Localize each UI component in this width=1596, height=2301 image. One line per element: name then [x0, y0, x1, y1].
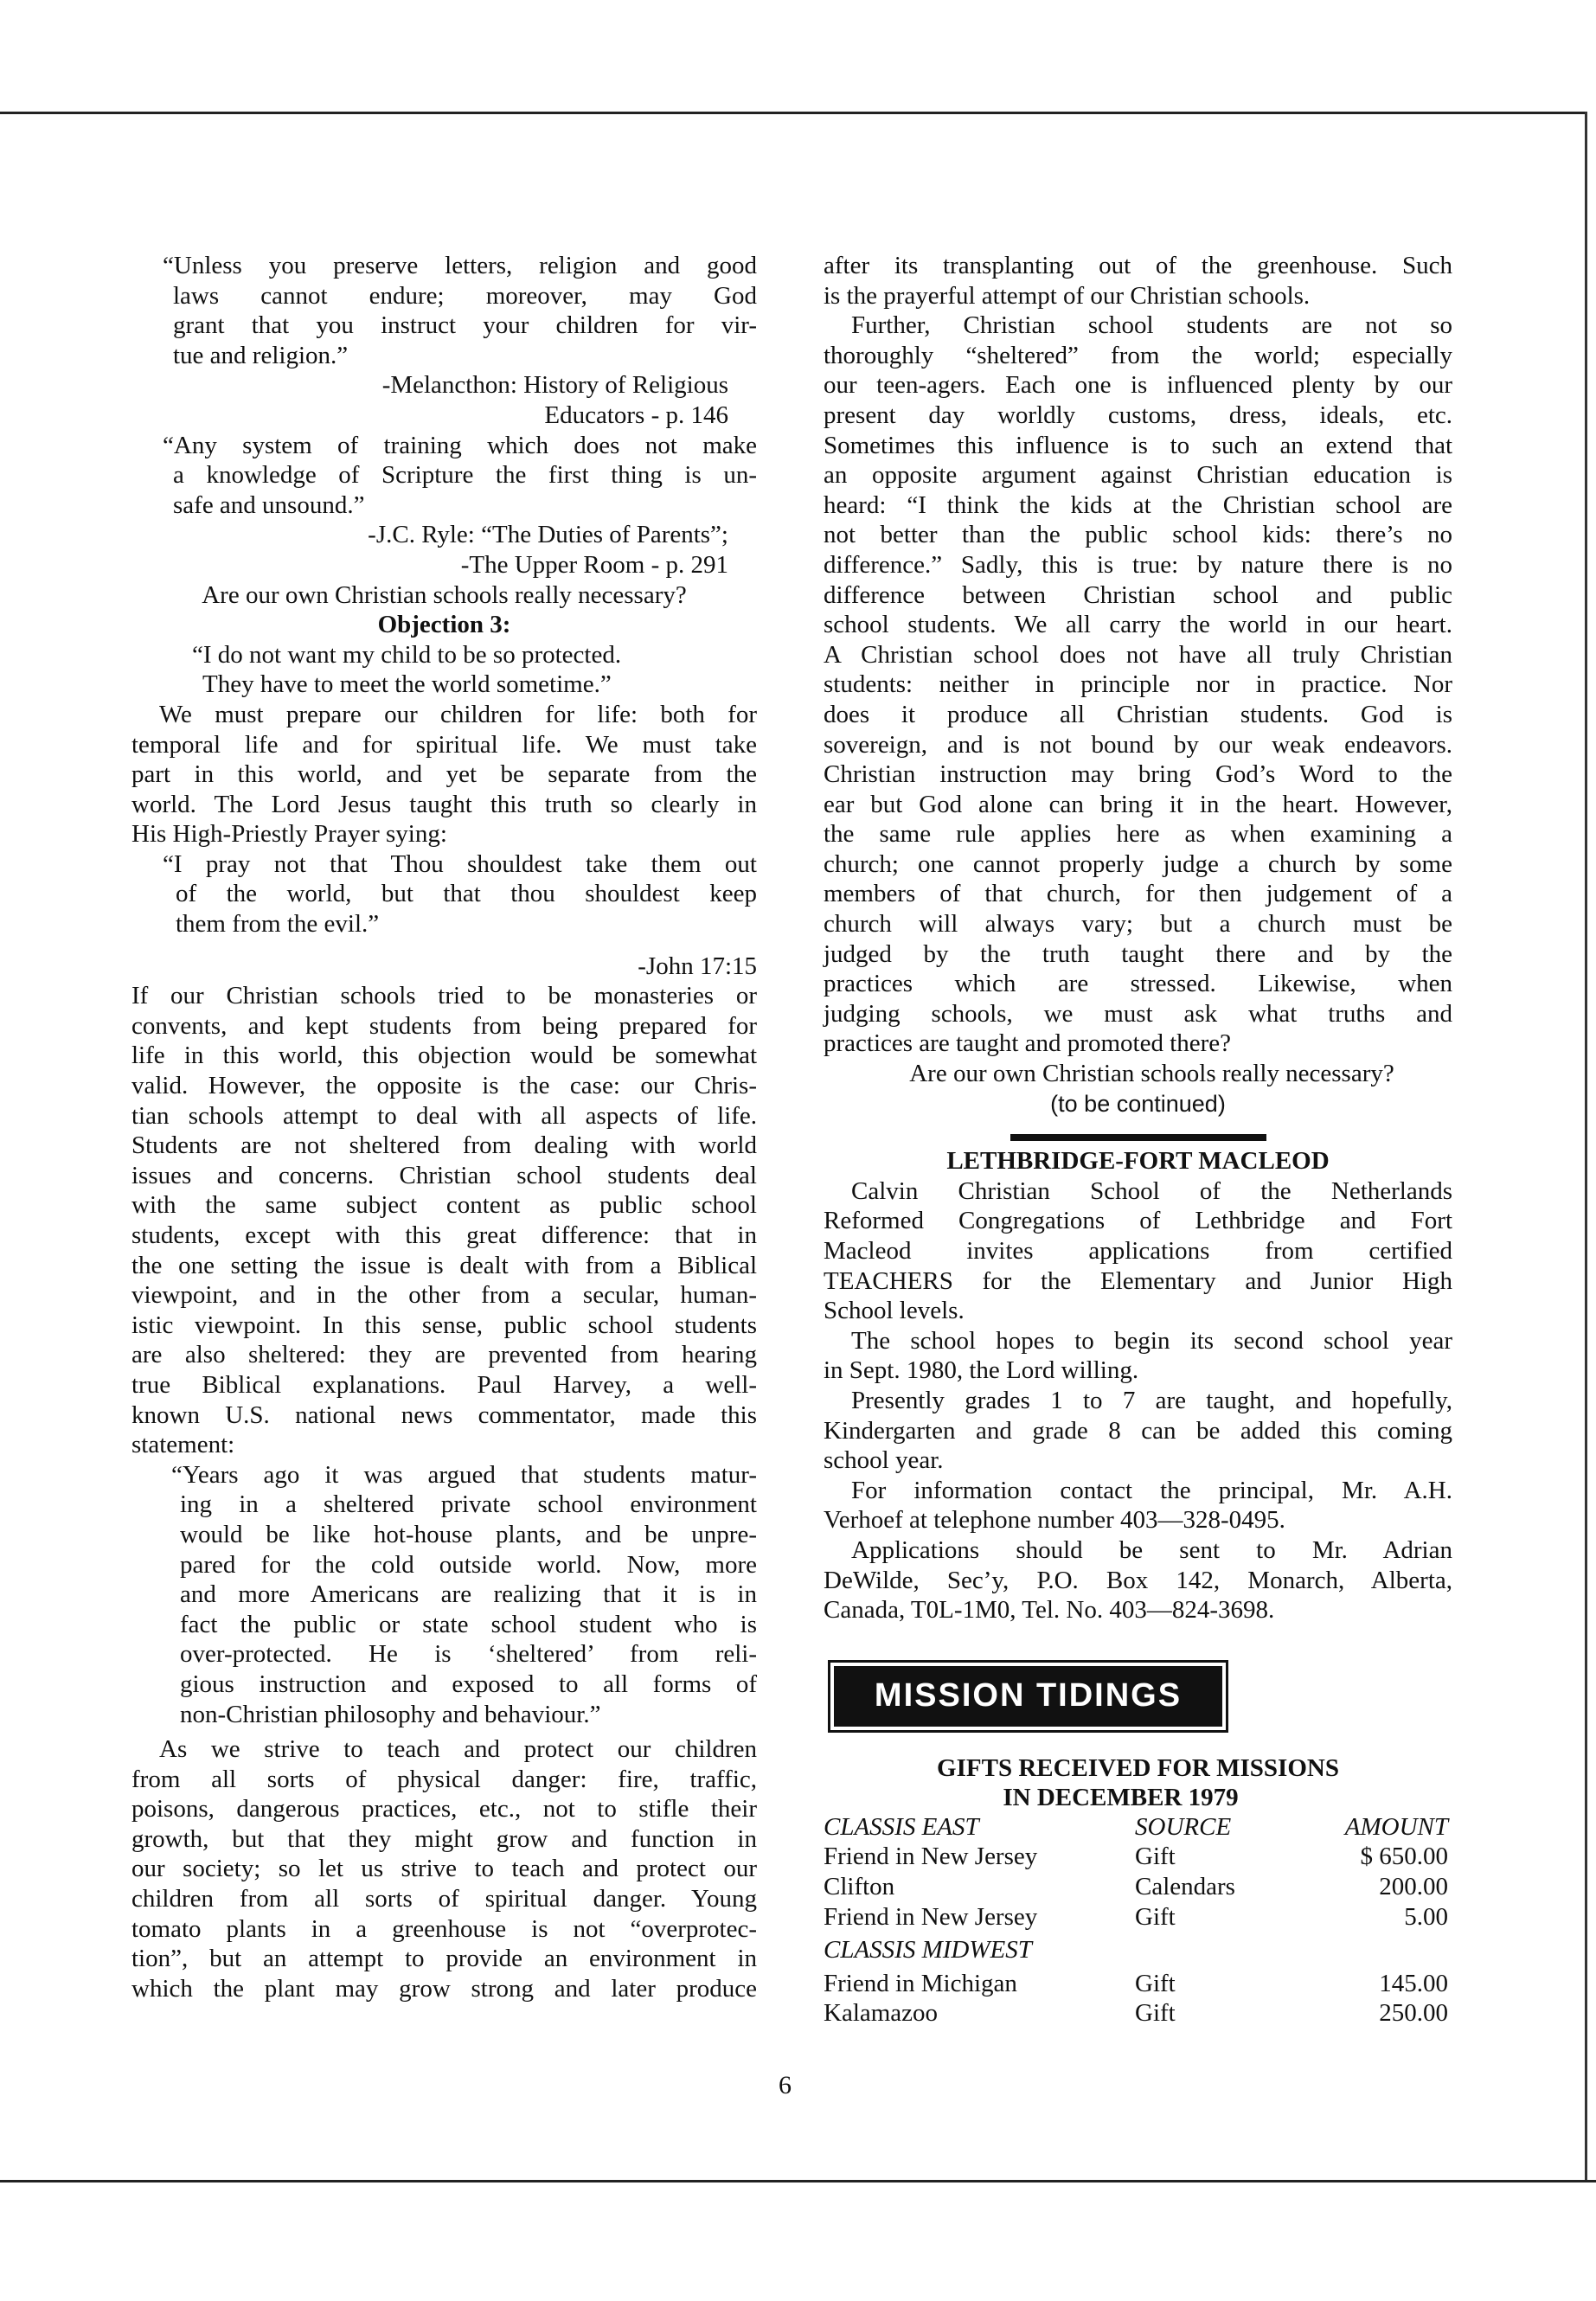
text-line: judging schools, we must ask what truths and [824, 999, 1452, 1028]
text-line: students, except with this great difference: that in [131, 1221, 757, 1249]
paragraph-applications [824, 1535, 1452, 1625]
text-line: church will always vary; but a church must be [824, 910, 1452, 939]
gift-name: Kalamazoo [824, 1999, 939, 2028]
text-line: world. The Lord Jesus taught this truth so clearly in [131, 790, 757, 818]
text-line: growth, but that they might grow and function in [131, 1824, 757, 1853]
mission-tidings-title: MISSION TIDINGS [834, 1666, 1222, 1727]
paragraph-hopes [824, 1326, 1452, 1386]
mission-tidings-banner [828, 1660, 1228, 1733]
text-line: our society; so let us strive to teach and protect our [131, 1855, 757, 1883]
ryle-citation [131, 520, 757, 580]
text-line: gious instruction and exposed to all forms of [180, 1670, 757, 1698]
text-line: our teen-agers. Each one is influenced plenty by our [824, 371, 1452, 400]
text-line: The school hopes to begin its second school year [851, 1326, 1452, 1355]
top-rule [0, 112, 1585, 114]
text-line: -The Upper Room - p. 291 [460, 550, 728, 579]
text-line: after its transplanting out of the greenhouse. Such [824, 252, 1452, 279]
text-line: practices which are stressed. Likewise, when [824, 970, 1452, 998]
text-line: convents, and kept students from being prepared for [131, 1011, 757, 1040]
text-line: istic viewpoint. In this sense, public school students [131, 1311, 757, 1339]
text-line: Applications should be sent to Mr. Adrian [851, 1535, 1452, 1564]
harvey-quote [171, 1460, 757, 1729]
gift-amount: 145.00 [1379, 1969, 1448, 1997]
text-line: viewpoint, and in the other from a secular, human- [131, 1281, 757, 1310]
text-line: fact the public or state school student who is [180, 1610, 757, 1638]
paragraph-info [824, 1476, 1452, 1535]
gift-source: Calendars [1135, 1872, 1235, 1900]
text-line: issues and concerns. Christian school students deal [131, 1161, 757, 1189]
text-line: practices are taught and promoted there? [824, 1029, 1232, 1058]
text-line: For information contact the principal, Mr. A.H. [851, 1476, 1452, 1504]
page-edge [1585, 112, 1587, 2180]
gift-amount: 5.00 [1404, 1902, 1448, 1931]
table-row [824, 1902, 1448, 1932]
text-line: with the same subject content as public school [131, 1191, 757, 1220]
table-section-row [824, 1932, 1448, 1965]
text-line: safe and unsound.” [173, 490, 365, 519]
text-line: and more Americans are realizing that it is in [180, 1580, 757, 1609]
text-line: “I do not want my child to be so protected. [192, 640, 622, 669]
text-line: non-Christian philosophy and behaviour.” [180, 1700, 601, 1728]
text-line: -Melancthon: History of Religious [381, 371, 728, 400]
text-line: DeWilde, Sec’y, P.O. Box 142, Monarch, Alberta, [824, 1566, 1452, 1594]
paragraph-transplant [824, 251, 1452, 311]
gift-amount: 200.00 [1379, 1872, 1448, 1900]
text-line: tomato plants in a greenhouse is not “overprotec- [131, 1914, 757, 1943]
melancthon-citation [131, 370, 757, 430]
column-header: CLASSIS EAST [824, 1812, 979, 1841]
text-line: known U.S. national news commentator, made this [131, 1400, 757, 1429]
text-line: which the plant may grow strong and later produce [131, 1974, 757, 2003]
gifts-table [824, 1812, 1448, 2029]
paragraph-calvin [824, 1176, 1452, 1326]
text-line: temporal life and for spiritual life. We must take [131, 730, 757, 759]
text-line: valid. However, the opposite is the case: our Chris- [131, 1072, 757, 1100]
paragraph-prepare [131, 700, 757, 849]
gift-source: Gift [1135, 1902, 1176, 1931]
text-line: Further, Christian school students are not so [851, 311, 1452, 340]
text-line: “I pray not that Thou shouldest take them out [163, 849, 757, 878]
text-line: from all sorts of physical danger: fire, traffic, [131, 1765, 757, 1793]
lethbridge-heading: LETHBRIDGE-FORT MACLEOD [946, 1147, 1330, 1176]
john-citation: -John 17:15 [638, 952, 757, 980]
text-line: ear but God alone can bring it in the heart. However, [824, 790, 1452, 818]
text-line: them from the evil.” [176, 910, 380, 939]
text-line: -J.C. Ryle: “The Duties of Parents”; [368, 521, 728, 549]
text-line: grant that you instruct your children for vir- [173, 311, 757, 340]
gift-amount: 250.00 [1379, 1999, 1448, 2028]
paragraph-strive [131, 1734, 757, 2003]
text-line: present day worldly customs, dress, ideals, etc. [824, 401, 1452, 429]
classis-heading: CLASSIS MIDWEST [824, 1936, 1032, 1965]
text-line: school students. We all carry the world in our heart. [824, 611, 1452, 639]
table-row [824, 1842, 1448, 1872]
text-line: Reformed Congregations of Lethbridge and Fort [824, 1207, 1452, 1235]
text-line: not better than the public school kids: there’s no [824, 521, 1452, 549]
text-line: laws cannot endure; moreover, may God [173, 281, 757, 310]
text-line: GIFTS RECEIVED FOR MISSIONS [937, 1753, 1339, 1782]
gifts-title [824, 1753, 1452, 1812]
table-row [824, 1872, 1448, 1902]
text-line: tue and religion.” [173, 341, 349, 369]
text-line: Calvin Christian School of the Netherlands [851, 1176, 1452, 1205]
text-line: Macleod invites applications from certified [824, 1237, 1452, 1265]
text-line: school year. [824, 1446, 944, 1475]
page-number: 6 [779, 2071, 792, 2099]
text-line: life in this world, this objection would be somewhat [131, 1042, 757, 1070]
text-line: are also sheltered: they are prevented from hearing [131, 1341, 757, 1369]
objection-text [192, 640, 757, 700]
text-line: students: neither in principle nor in practice. Nor [824, 670, 1452, 699]
bottom-rule [0, 2180, 1596, 2182]
text-line: Verhoef at telephone number 403—328-0495. [824, 1506, 1285, 1535]
text-line: tian schools attempt to deal with all aspects of life. [131, 1101, 757, 1130]
text-line: true Biblical explanations. Paul Harvey, a well- [131, 1370, 757, 1399]
text-line: ing in a sheltered private school environment [180, 1490, 757, 1519]
text-line: heard: “I think the kids at the Christian school are [824, 490, 1452, 519]
left-column [131, 251, 757, 2003]
text-line: the one setting the issue is dealt with from a Biblical [131, 1251, 757, 1279]
text-line: judged by the truth taught there and by the [824, 939, 1452, 968]
text-line: “Unless you preserve letters, religion and good [163, 252, 757, 279]
text-line: Presently grades 1 to 7 are taught, and hopefully, [851, 1386, 1452, 1414]
gift-name: Friend in New Jersey [824, 1902, 1038, 1931]
text-line: an opposite argument against Christian education is [824, 461, 1452, 490]
text-line: thoroughly “sheltered” from the world; especially [824, 341, 1452, 369]
text-line: School levels. [824, 1297, 965, 1325]
text-line: “Years ago it was argued that students matur- [171, 1460, 757, 1489]
text-line: sovereign, and is not bound by our weak endeavors. [824, 730, 1452, 759]
text-line: members of that church, for then judgement of a [824, 880, 1452, 908]
gift-name: Friend in New Jersey [824, 1843, 1038, 1871]
paragraph-further [824, 311, 1452, 1059]
gift-amount: $ 650.00 [1360, 1843, 1448, 1871]
text-line: difference between Christian school and public [824, 580, 1452, 609]
text-line: Christian instruction may bring God’s Word to the [824, 760, 1452, 789]
text-line: IN DECEMBER 1979 [1003, 1783, 1239, 1811]
text-line: A Christian school does not have all truly Christian [824, 640, 1452, 669]
melancthon-quote [163, 251, 757, 370]
column-header: SOURCE [1135, 1812, 1232, 1841]
text-line: in Sept. 1980, the Lord willing. [824, 1356, 1139, 1385]
text-line: of the world, but that thou shouldest keep [176, 880, 757, 908]
question-line: Are our own Christian schools really necessary? [202, 580, 687, 609]
gift-name: Clifton [824, 1872, 895, 1900]
text-line: pared for the cold outside world. Now, more [180, 1550, 757, 1579]
ryle-quote [163, 431, 757, 521]
right-column [824, 251, 1452, 2029]
table-header-row [824, 1812, 1448, 1843]
text-line: poisons, dangerous practices, etc., not to stifle their [131, 1795, 757, 1823]
question-line: Are our own Christian schools really necessary? [909, 1060, 1394, 1088]
text-line: Students are not sheltered from dealing with world [131, 1131, 757, 1160]
gift-source: Gift [1135, 1999, 1176, 2028]
text-line: Sometimes this influence is to such an extend that [824, 431, 1452, 459]
text-line: Educators - p. 146 [544, 401, 728, 429]
text-line: His High-Priestly Prayer sying: [131, 820, 447, 849]
text-line: does it produce all Christian students. God is [824, 700, 1452, 728]
table-row [824, 1998, 1448, 2029]
text-line: tion”, but an attempt to provide an environment in [131, 1945, 757, 1973]
text-line: difference.” Sadly, this is true: by nature there is no [824, 550, 1452, 579]
continued-note: (to be continued) [1050, 1090, 1226, 1117]
column-header: AMOUNT [1344, 1812, 1448, 1841]
text-line: the same rule applies here as when examining a [824, 820, 1452, 849]
paragraph-monasteries [131, 981, 757, 1460]
text-line: a knowledge of Scripture the first thing is un- [173, 461, 757, 490]
text-line: We must prepare our children for life: both for [159, 700, 757, 728]
text-line: church; one cannot properly judge a church by some [824, 849, 1452, 878]
table-row [824, 1965, 1448, 1999]
text-line: part in this world, and yet be separate from the [131, 760, 757, 789]
text-line: As we strive to teach and protect our children [159, 1735, 757, 1764]
john-quote [163, 849, 757, 939]
text-line: Kindergarten and grade 8 can be added this coming [824, 1416, 1452, 1445]
text-line: If our Christian schools tried to be monasteries or [131, 982, 757, 1010]
text-line: statement: [131, 1431, 235, 1459]
objection-heading: Objection 3: [377, 611, 511, 639]
gift-source: Gift [1135, 1843, 1176, 1871]
section-divider [1010, 1134, 1266, 1141]
text-line: children from all sorts of spiritual danger. Young [131, 1885, 757, 1913]
gift-source: Gift [1135, 1969, 1176, 1997]
text-line: is the prayerful attempt of our Christian schools. [824, 281, 1311, 310]
text-line: over-protected. He is ‘sheltered’ from reli- [180, 1640, 757, 1669]
text-line: Canada, T0L-1M0, Tel. No. 403—824-3698. [824, 1596, 1275, 1625]
text-line: would be like hot-house plants, and be unpre- [180, 1520, 757, 1548]
gift-name: Friend in Michigan [824, 1969, 1017, 1997]
paragraph-grades [824, 1386, 1452, 1476]
text-line: “Any system of training which does not make [163, 431, 757, 459]
text-line: They have to meet the world sometime.” [202, 670, 612, 699]
text-line: TEACHERS for the Elementary and Junior High [824, 1266, 1452, 1295]
